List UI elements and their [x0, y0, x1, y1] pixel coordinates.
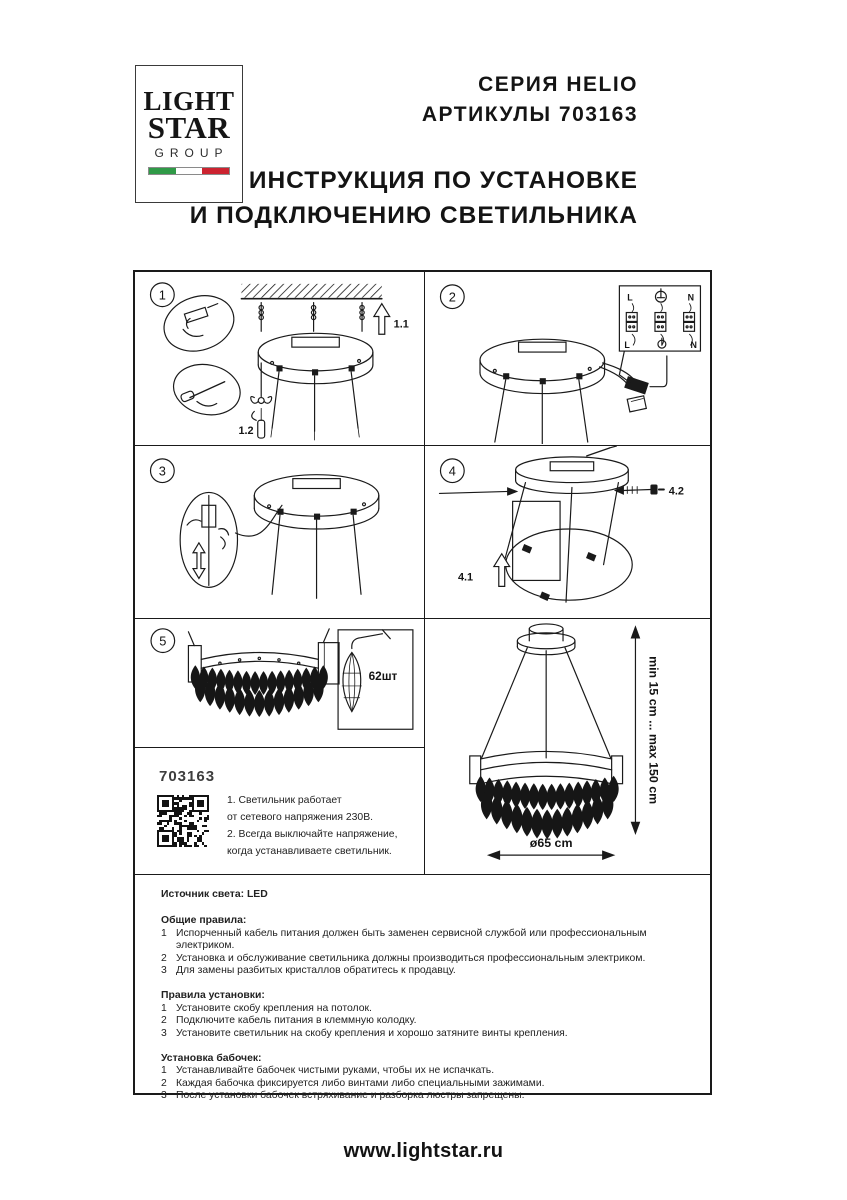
power-cable-icon [600, 356, 667, 412]
logo-word-star: STAR [147, 110, 231, 145]
article-number: 703163 [159, 768, 216, 785]
mounting-ring-icon [516, 446, 629, 493]
lamp-ring-icon [501, 483, 632, 603]
terminal-label-l-bottom: L [624, 340, 630, 351]
step5-number: 5 [159, 633, 167, 649]
website-url: www.lightstar.ru [343, 1140, 504, 1162]
rule-item: 3 Для замены разбитых кристаллов обратитесь к продавцу. [161, 965, 456, 977]
panel-step1 [135, 272, 425, 446]
panel-step5 [135, 619, 425, 748]
diameter-dimension [489, 851, 614, 859]
mounting-ring-icon [258, 333, 373, 383]
note-line: от сетевого напряжения 230В. [227, 812, 374, 823]
crystal-count-label: 62шт [368, 669, 398, 684]
logo-word-light: LIGHT [143, 86, 235, 116]
step3-number: 3 [158, 463, 166, 479]
rule-item: 1 Установите скобу крепления на потолок. [161, 1002, 372, 1014]
rule-item: 3 После установки бабочек встряхивание и разборка люстры запрещены. [161, 1090, 525, 1102]
label-1-2: 1.2 [238, 425, 254, 438]
wing-nut-icon [251, 363, 272, 438]
label-1-1: 1.1 [393, 318, 409, 331]
panel-dimensions [425, 619, 710, 874]
page-title-line2: И ПОДКЛЮЧЕНИЮ СВЕТИЛЬНИКА [189, 202, 638, 229]
suspension-rods-icon [271, 372, 359, 440]
qr-cell [135, 748, 425, 874]
note-line: 2. Всегда выключайте напряжение, [227, 829, 398, 840]
panel-step4 [425, 446, 710, 619]
screwdriver-hand-icon [169, 358, 245, 420]
light-source: Источник света: LED [161, 889, 268, 900]
note-line: когда устанавливаете светильник. [227, 846, 392, 857]
diagram-grid [133, 270, 712, 1102]
drill-hand-icon [157, 287, 241, 360]
earth-icon [658, 338, 666, 348]
step1-number: 1 [158, 287, 166, 303]
label-4-1: 4.1 [457, 571, 474, 584]
logo-word-group: GROUP [154, 146, 229, 160]
crystal-drops [476, 776, 619, 839]
suspension-rods-icon [272, 515, 361, 598]
section-title-install: Правила установки: [161, 990, 265, 1002]
article-title: АРТИКУЛЫ 703163 [421, 103, 638, 126]
rule-item: 1 Испорченный кабель питания должен быть заменен сервисной службой или профессиональным электриком. [161, 927, 647, 952]
pendant-lamp-icon [470, 624, 623, 784]
header-titles [190, 70, 638, 233]
arrow-up-icon [494, 554, 510, 587]
page-title [190, 163, 638, 233]
rule-item: 2 Установка и обслуживание светильника должны производиться профессиональным электриком. [161, 952, 646, 964]
diameter-dimension-label: ø65 cm [529, 836, 573, 851]
anchor-screws-icon [259, 303, 364, 332]
terminal-label-n-bottom: N [690, 340, 697, 351]
series-title: СЕРИЯ HELIO [478, 73, 638, 96]
rule-item: 2 Каждая бабочка фиксируется либо винтами либо специальными зажимами. [161, 1077, 545, 1089]
panel-step3 [135, 446, 425, 619]
height-dimension [631, 627, 639, 833]
safety-notes [227, 792, 397, 860]
ceiling-hatch-icon [241, 284, 381, 299]
step2-number: 2 [448, 289, 456, 305]
panel-step2 [425, 272, 710, 446]
section-title-general: Общие правила: [161, 915, 247, 927]
arrow-up-down-icon [193, 543, 205, 579]
rule-item: 1 Устанавливайте бабочек чистыми руками, чтобы их не испачкать. [161, 1065, 495, 1077]
crystal-drops [191, 665, 328, 717]
arrow-up-icon [374, 304, 390, 335]
page-title-line1: ИНСТРУКЦИЯ ПО УСТАНОВКЕ [248, 167, 638, 194]
cable-grip-inset [180, 492, 282, 587]
terminal-label-l: L [627, 292, 633, 303]
section-title-crystals: Установка бабочек: [161, 1053, 262, 1065]
earth-icon [655, 289, 666, 302]
qr-code [157, 795, 209, 847]
step4-number: 4 [448, 463, 456, 479]
suspension-rods-icon [495, 380, 588, 444]
height-dimension-label: min 15 cm ... max 150 cm [646, 656, 661, 805]
note-line: 1. Светильник работает [227, 795, 342, 806]
guide-line [439, 491, 508, 493]
label-4-2: 4.2 [668, 485, 684, 498]
rule-item: 2 Подключите кабель питания в клеммную колодку. [161, 1015, 417, 1027]
rule-item: 3 Установите светильник на скобу крепления и хорошо затяните винты крепления. [161, 1027, 568, 1039]
rules-box [135, 874, 710, 1102]
terminal-label-n: N [687, 292, 695, 303]
